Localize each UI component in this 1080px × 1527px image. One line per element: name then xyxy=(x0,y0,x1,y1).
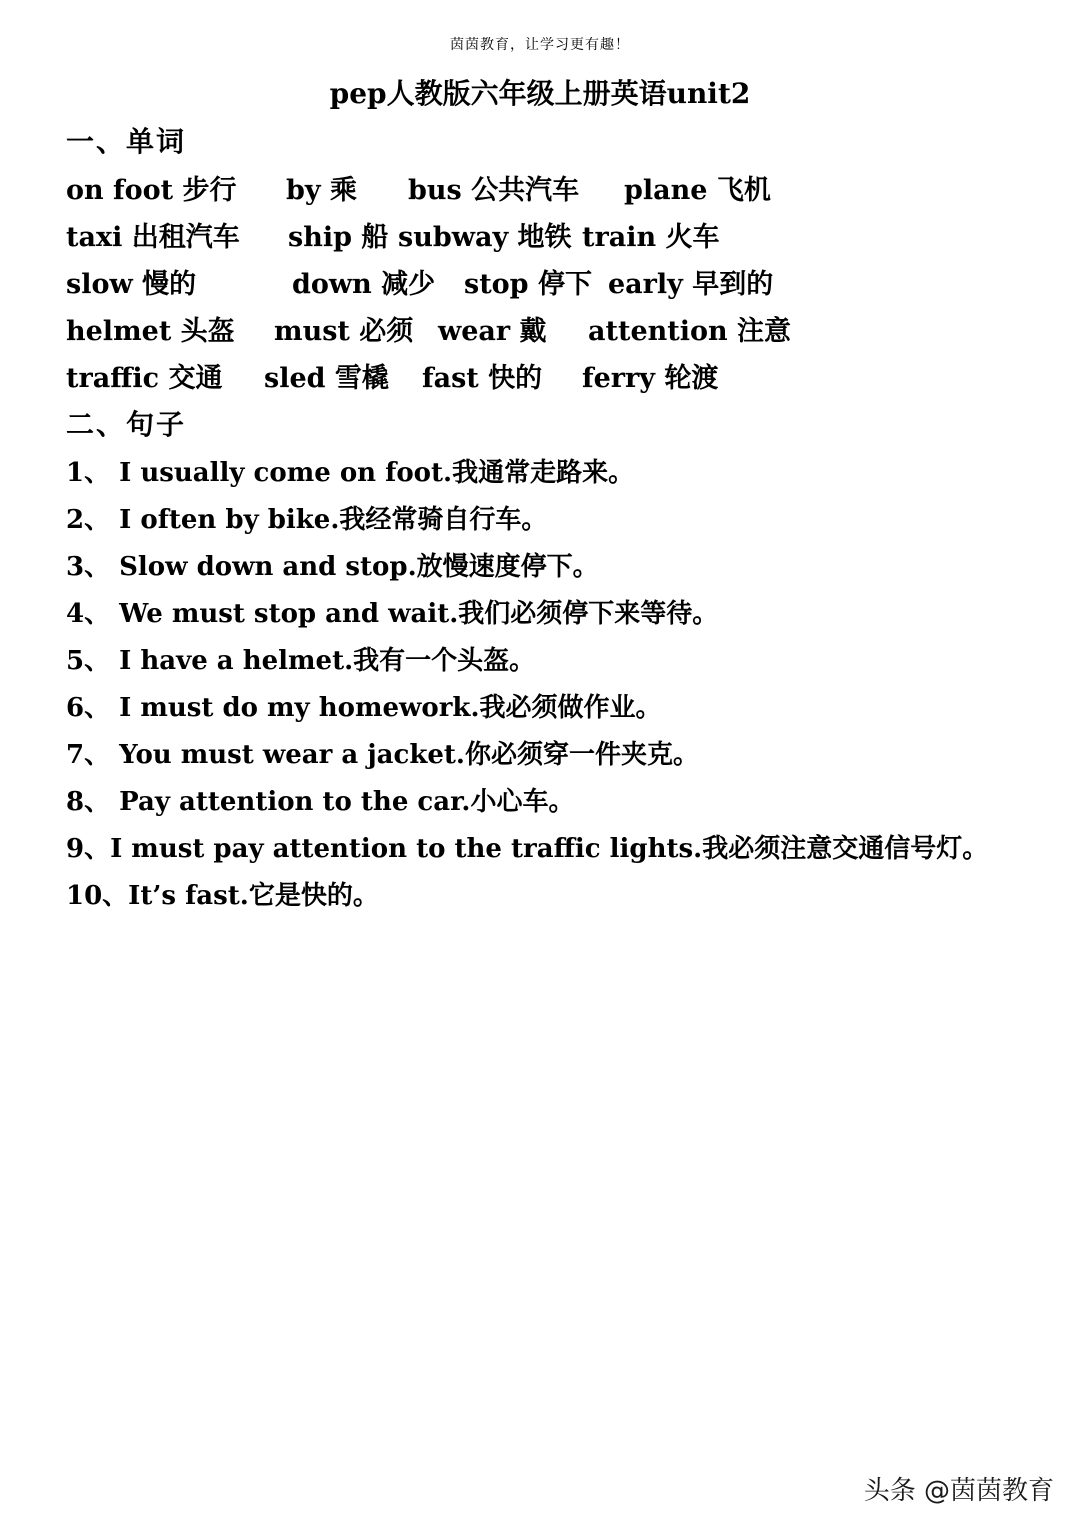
sentence-line: 3、 Slow down and stop.放慢速度停下。 xyxy=(66,552,599,582)
vocab-item: ship 船 xyxy=(288,222,389,253)
sentence-line: 4、 We must stop and wait.我们必须停下来等待。 xyxy=(66,599,719,629)
vocab-item: bus 公共汽车 xyxy=(408,175,580,206)
vocab-item: taxi 出租汽车 xyxy=(66,222,240,253)
sentence-line: 1、 I usually come on foot.我通常走路来。 xyxy=(66,458,635,488)
sentence-line: 5、 I have a helmet.我有一个头盔。 xyxy=(66,646,536,676)
watermark: 头条 @茵茵教育 xyxy=(863,1476,1054,1506)
section-heading-words: 一、单词 xyxy=(66,125,187,158)
sentence-line: 7、 You must wear a jacket.你必须穿一件夹克。 xyxy=(66,740,699,770)
vocab-item: fast 快的 xyxy=(422,363,543,394)
vocab-item: by 乘 xyxy=(286,175,357,206)
vocab-item: plane 飞机 xyxy=(624,175,771,206)
vocab-item: wear 戴 xyxy=(438,316,547,347)
vocab-row xyxy=(66,168,1016,208)
vocab-item: train 火车 xyxy=(582,222,720,253)
sentence-line: 2、 I often by bike.我经常骑自行车。 xyxy=(66,505,548,535)
vocab-item: early 早到的 xyxy=(608,269,774,300)
vocab-item: subway 地铁 xyxy=(398,222,572,253)
sentence-line: 10、It’s fast.它是快的。 xyxy=(66,881,379,911)
vocab-row xyxy=(66,356,1016,396)
vocab-item: traffic 交通 xyxy=(66,363,223,394)
sentence-line: 6、 I must do my homework.我必须做作业。 xyxy=(66,693,662,723)
header-note: 茵茵教育，让学习更有趣！ xyxy=(450,37,630,53)
sentence-line: 9、I must pay attention to the traffic lights.我必须注意交通信号灯。 xyxy=(66,834,989,864)
vocab-item: on foot 步行 xyxy=(66,175,237,206)
vocab-item: ferry 轮渡 xyxy=(582,363,719,394)
section-heading-sentences: 二、句子 xyxy=(66,408,187,441)
vocab-item: must 必须 xyxy=(274,316,414,347)
sentence-line: 8、 Pay attention to the car.小心车。 xyxy=(66,787,575,817)
vocab-item: sled 雪橇 xyxy=(264,363,389,394)
vocab-item: helmet 头盔 xyxy=(66,316,235,347)
vocab-item: attention 注意 xyxy=(588,316,792,347)
vocab-row xyxy=(66,309,1016,349)
vocab-row xyxy=(66,262,1016,302)
vocab-item: slow 慢的 xyxy=(66,269,197,300)
vocab-item: down 减少 xyxy=(292,269,436,300)
document-title: pep人教版六年级上册英语unit2 xyxy=(329,77,751,110)
vocab-item: stop 停下 xyxy=(464,269,592,300)
vocab-row xyxy=(66,215,1016,255)
